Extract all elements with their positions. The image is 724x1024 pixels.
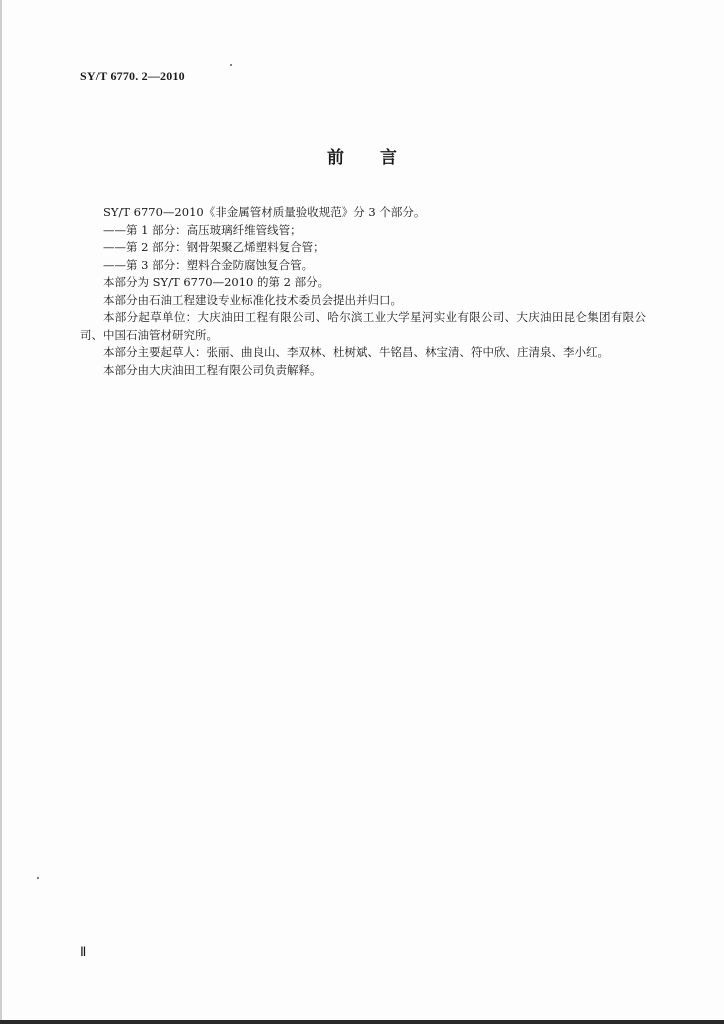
paragraph-drafters: 本部分主要起草人：张丽、曲良山、李双林、杜树斌、牛铭昌、林宝清、符中欣、庄清泉、李小红。 xyxy=(103,345,609,359)
page-title: 前言 xyxy=(327,148,433,168)
paragraph-part-2: ——第 2 部分：钢骨架聚乙烯塑料复合管； xyxy=(103,240,325,254)
paragraph-part-3: ——第 3 部分：塑料合金防腐蚀复合管。 xyxy=(103,257,314,272)
page-number: Ⅱ xyxy=(80,944,87,959)
scan-speck xyxy=(230,64,232,66)
paragraph-part-1: ——第 1 部分：高压玻璃纤维管线管； xyxy=(103,222,302,237)
paragraph-this-part: 本部分为 SY/T 6770—2010 的第 2 部分。 xyxy=(103,275,330,289)
scan-edge xyxy=(0,1020,724,1024)
paragraph-drafting-units: 本部分起草单位：大庆油田工程有限公司、哈尔滨工业大学星河实业有限公司、大庆油田昆仑集团有限公司、中国石油管材研究所。 xyxy=(80,310,646,342)
paragraph-intro: SY/T 6770—2010《非金属管材质量验收规范》分 3 个部分。 xyxy=(103,205,426,219)
preface-body xyxy=(80,204,646,379)
paragraph-proposer: 本部分由石油工程建设专业标准化技术委员会提出并归口。 xyxy=(103,292,402,307)
paragraph-interpretation: 本部分由大庆油田工程有限公司负责解释。 xyxy=(103,362,322,377)
scan-speck xyxy=(37,877,39,879)
standard-code-header: SY/T 6770. 2—2010 xyxy=(80,69,185,83)
